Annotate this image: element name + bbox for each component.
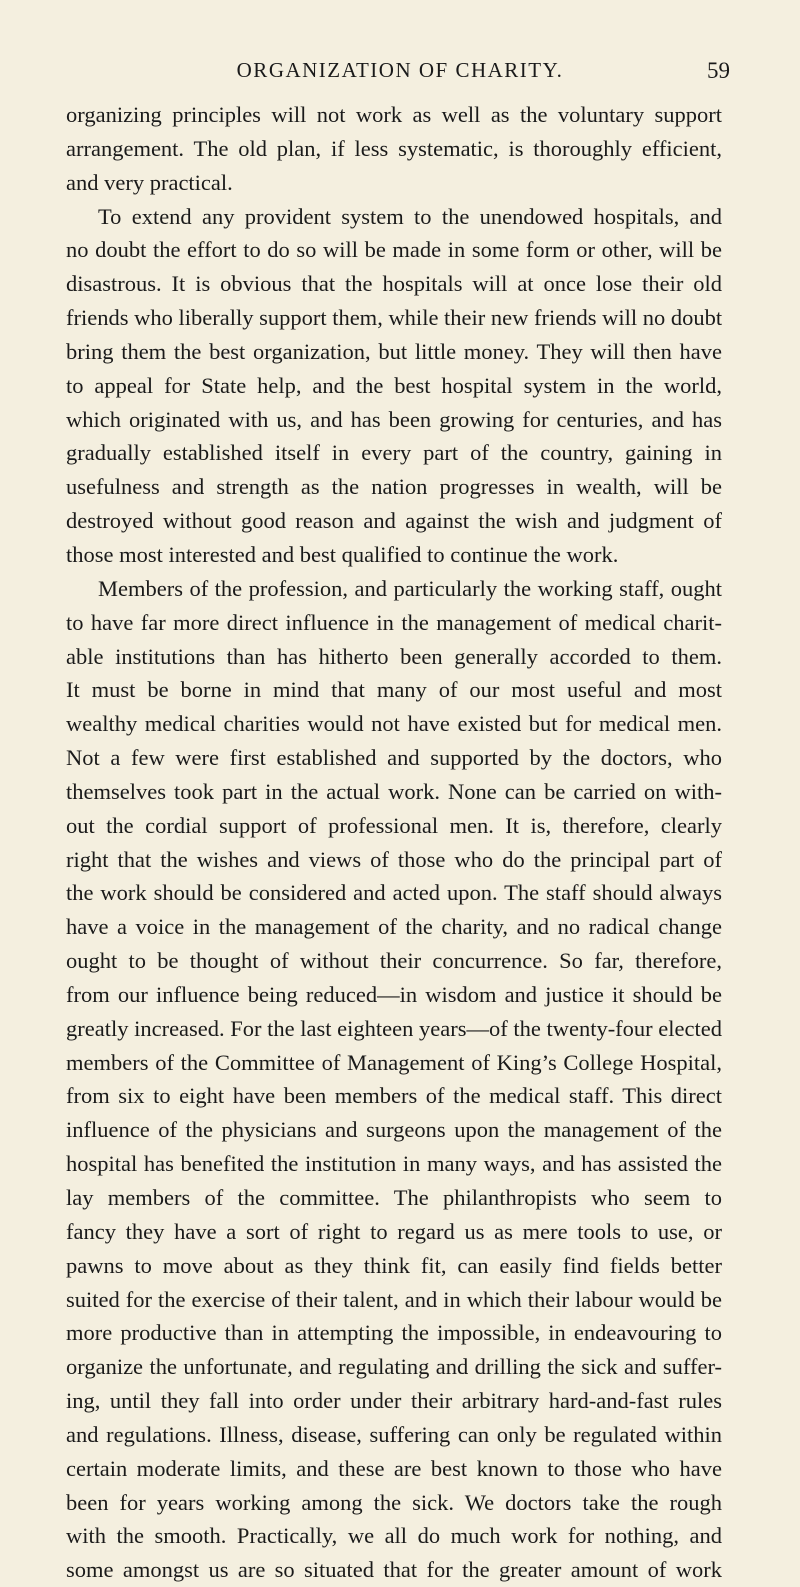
text-line: ing, until they fall into order under their arbitrary hard-and-fast rules — [66, 1388, 722, 1414]
text-line: some amongst us are so situated that for the greater amount of work — [66, 1557, 722, 1583]
text-line: able institutions than has hitherto been generally accorded to them. — [66, 643, 722, 669]
text-line: right that the wishes and views of those who do the principal part of — [66, 846, 722, 872]
text-line: pawns to move about as they think fit, can easily find fields better — [66, 1252, 722, 1278]
text-line: those most interested and best qualified to continue the work. — [66, 541, 619, 567]
text-line: and regulations. Illness, disease, suffering can only be regulated within — [66, 1421, 722, 1447]
text-line: to appeal for State help, and the best hospital system in the world, — [66, 372, 722, 398]
text-line: lay members of the committee. The philanthropists who seem to — [66, 1185, 722, 1210]
text-line: from six to eight have been members of the medical staff. This direct — [66, 1083, 722, 1109]
text-line: organizing principles will not work as well as the voluntary support — [66, 102, 722, 127]
text-line: wealthy medical charities would not have existed but for medical men. — [66, 711, 722, 737]
text-line: no doubt the effort to do so will be made in some form or other, will be — [66, 237, 722, 263]
text-line: fancy they have a sort of right to regard us as mere tools to use, or — [66, 1218, 722, 1244]
text-line: influence of the physicians and surgeons upon the management of the — [66, 1117, 722, 1143]
text-line: which originated with us, and has been growing for centuries, and has — [66, 406, 722, 432]
text-line: members of the Committee of Management of King’s College Hospital, — [66, 1049, 722, 1075]
text-line: from our influence being reduced—in wisdom and justice it should be — [66, 981, 722, 1007]
text-line: destroyed without good reason and against the wish and judgment of — [66, 508, 722, 534]
text-line: with the smooth. Practically, we all do much work for nothing, and — [66, 1523, 722, 1549]
text-line: Not a few were first established and supported by the doctors, who — [66, 745, 722, 771]
text-line: suited for the exercise of their talent, and in which their labour would be — [66, 1286, 722, 1312]
text-line: gradually established itself in every part of the country, gaining in — [66, 440, 722, 466]
text-line: arrangement. The old plan, if less systematic, is thoroughly efficient, — [66, 135, 722, 161]
page-number: 59 — [707, 58, 730, 83]
text-line: To extend any provident system to the unendowed hospitals, and — [98, 203, 722, 229]
text-line: Members of the profession, and particularly the working staff, ought — [98, 575, 722, 601]
text-line: the work should be considered and acted upon. The staff should always — [66, 880, 722, 906]
text-line: certain moderate limits, and these are best known to those who have — [66, 1455, 722, 1481]
text-line: out the cordial support of professional men. It is, therefore, clearly — [66, 812, 722, 838]
text-line: more productive than in attempting the impossible, in endeavouring to — [66, 1320, 722, 1346]
text-line: greatly increased. For the last eighteen years—of the twenty-four elected — [66, 1015, 722, 1041]
text-line: and very practical. — [66, 169, 233, 195]
text-line: friends who liberally support them, while their new friends will no doubt — [66, 305, 723, 331]
text-line: usefulness and strength as the nation progresses in wealth, will be — [66, 474, 722, 500]
text-line: organize the unfortunate, and regulating and drilling the sick and suffer- — [66, 1354, 722, 1380]
text-line: themselves took part in the actual work. None can be carried on with- — [66, 778, 722, 804]
text-line: been for years working among the sick. We doctors take the rough — [66, 1489, 722, 1515]
text-line: hospital has benefited the institution in many ways, and has assisted the — [66, 1151, 722, 1177]
text-line: bring them the best organization, but little money. They will then have — [66, 338, 722, 364]
text-line: ought to be thought of without their concurrence. So far, therefore, — [66, 948, 722, 974]
text-line: have a voice in the management of the charity, and no radical change — [66, 914, 722, 940]
text-line: It must be borne in mind that many of our most useful and most — [66, 677, 722, 703]
running-title: ORGANIZATION OF CHARITY. — [236, 58, 564, 82]
text-line: to have far more direct influence in the management of medical charit- — [66, 609, 722, 635]
body-text — [66, 98, 722, 1587]
text-line: disastrous. It is obvious that the hospitals will at once lose their old — [66, 271, 722, 297]
